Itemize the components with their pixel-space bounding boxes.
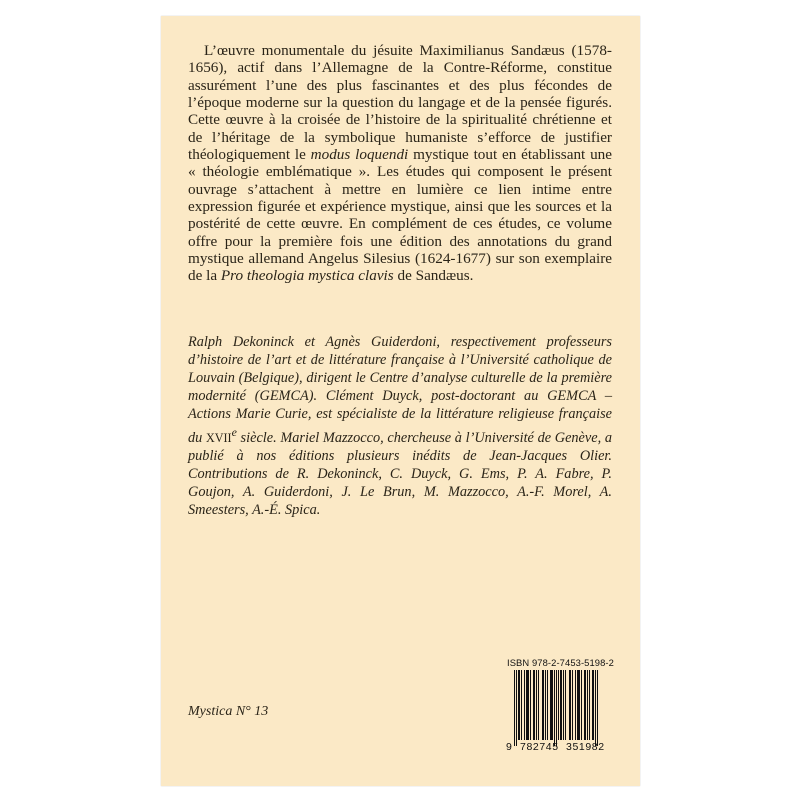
blurb-paragraph — [188, 42, 612, 285]
barcode-bars — [514, 670, 611, 746]
authors-text-1: Ralph Dekoninck et Agnès Guiderdoni, respectivement professeurs d’histoire de l’art et de littérature française à l’Université catholique de Louvain (Belgique), dirigent le Centre d’analyse culturelle de la première modernité (GEMCA). Clément Duyck, post-doctorant au GEMCA – Actions Marie Curie, est spécialiste de la littérature religieuse française du — [188, 334, 612, 446]
book-back-cover — [161, 16, 640, 786]
blurb-italic-book-title: Pro theologia mystica clavis — [220, 267, 394, 285]
blurb-text-1: L’œuvre monumentale du jésuite Maximilianus Sandæus (1578-1656), actif dans l’Allemagne de la Contre-Réforme, constitue assurément l’une des plus fascinantes et des plus fécondes de l’époque moderne sur la question du langage et de la pensée figurés. Cette œuvre à la croisée de l’histoire de la spiritualité chrétienne et de l’héritage de la symbolique humaniste s’efforce de justifier théologiquement le — [188, 42, 612, 164]
authors-text-2: siècle. Mariel Mazzocco, chercheuse à l’Université de Genève, a publié à nos éditions plusieurs inédits de Jean-Jacques Olier. Contributions de R. Dekoninck, C. Duyck, G. Ems, P. A. Fabre, P. Goujon, A. Guiderdoni, J. Le Brun, M. Mazzocco, A.-F. Morel, A. Smeesters, A.-É. Spica. — [188, 430, 612, 519]
century-numeral: XVII — [205, 431, 232, 445]
series-label: Mystica N° 13 — [188, 704, 269, 719]
barcode-digit-first: 9 — [506, 741, 513, 753]
barcode-digit-group-1: 782745 — [520, 741, 559, 753]
blurb-italic-modus-loquendi: modus loquendi — [310, 146, 409, 164]
blurb-text-3: de Sandæus. — [393, 267, 474, 285]
blurb-text-2: mystique tout en établissant une « théologie emblématique ». Les études qui composent le présent ouvrage s’attachent à mettre en lumière ce lien intime entre expression figurée et expérience mystique, ainsi que les sources et la postérité de cette œuvre. En complément de ces études, ce volume offre pour la première fois une édition des annotations du grand mystique allemand Angelus Silesius (1624-1677) sur son exemplaire de la — [188, 146, 613, 285]
century-superscript: e — [231, 425, 237, 440]
authors-paragraph — [188, 333, 612, 519]
barcode-digit-group-2: 351982 — [566, 741, 605, 753]
isbn-label: ISBN 978-2-7453-5198-2 — [507, 657, 614, 668]
isbn-barcode — [506, 657, 614, 759]
